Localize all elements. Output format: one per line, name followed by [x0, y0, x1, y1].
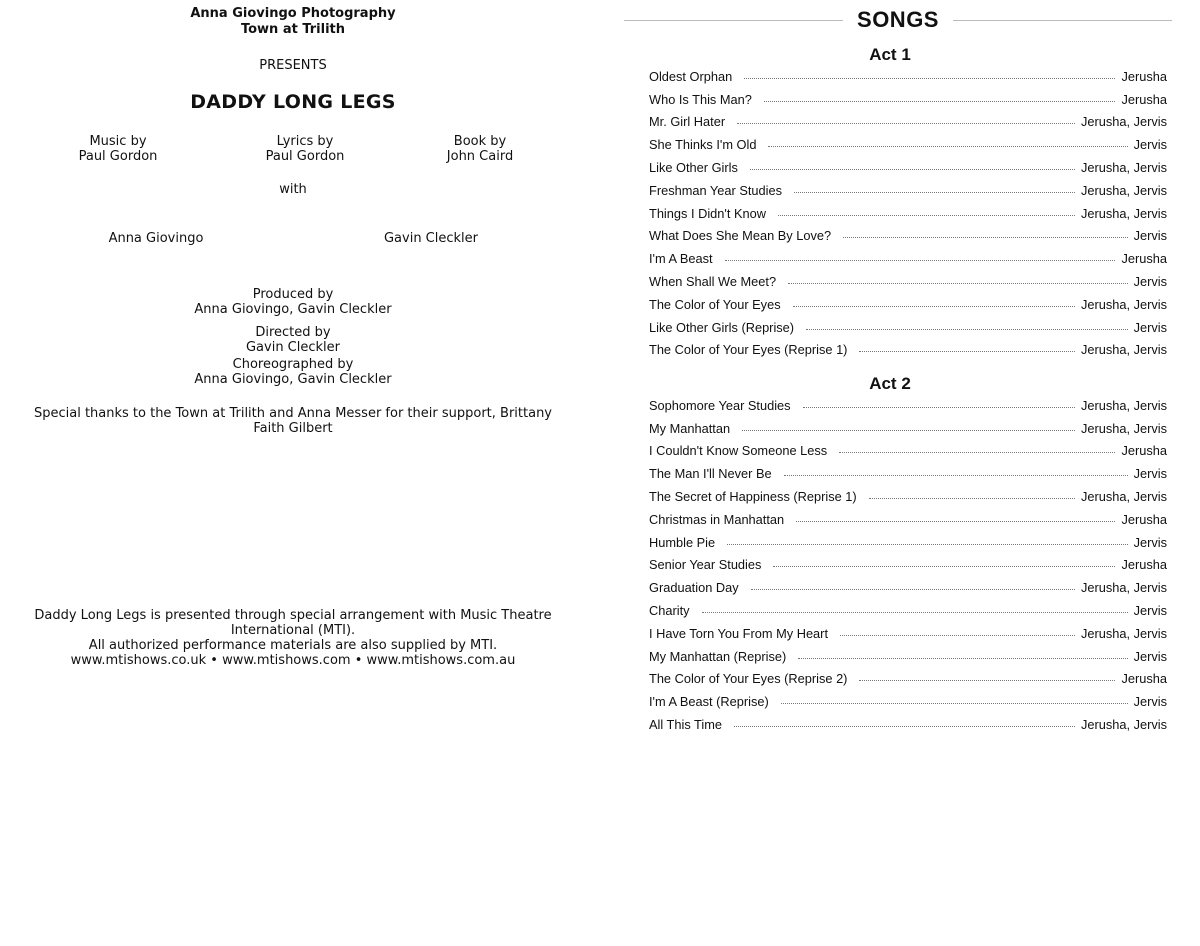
dot-leader [859, 680, 1115, 681]
song-performers: Jervis [1133, 274, 1167, 290]
song-title: Things I Didn't Know [649, 205, 766, 221]
song-performers: Jervis [1133, 319, 1167, 335]
song-title: What Does She Mean By Love? [649, 228, 832, 244]
song-performers: Jerusha, Jervis [1080, 420, 1167, 436]
dot-leader [869, 498, 1075, 499]
song-row [649, 668, 1167, 691]
credit-role: Produced by [252, 287, 334, 302]
song-performers: Jervis [1133, 603, 1167, 619]
company-name: Anna Giovingo Photography [190, 6, 396, 21]
song-performers: Jerusha [1121, 671, 1167, 687]
credit-role: Lyrics by [276, 134, 334, 149]
song-title: Freshman Year Studies [649, 182, 783, 198]
song-performers: Jerusha [1121, 557, 1167, 573]
song-row [649, 599, 1167, 622]
song-row [649, 440, 1167, 463]
songs-title: SONGS [857, 7, 939, 32]
choreographed-credit [0, 357, 586, 387]
license-line: Daddy Long Legs is presented through special arrangement with Music Theatre International (MTI). [34, 608, 552, 638]
cast-member: Gavin Cleckler [383, 231, 479, 246]
dot-leader [778, 215, 1075, 216]
song-performers: Jerusha, Jervis [1080, 114, 1167, 130]
dot-leader [798, 658, 1127, 659]
song-performers: Jervis [1133, 648, 1167, 664]
dot-leader [859, 351, 1074, 352]
dot-leader [784, 475, 1128, 476]
song-performers: Jerusha [1121, 511, 1167, 527]
show-title: DADDY LONG LEGS [190, 91, 396, 113]
credit-role: Book by [453, 134, 507, 149]
dot-leader [773, 566, 1115, 567]
song-row [649, 417, 1167, 440]
heading-rule-right [953, 20, 1172, 21]
song-row [649, 133, 1167, 156]
song-title: The Color of Your Eyes (Reprise 2) [649, 671, 848, 687]
song-title: Sophomore Year Studies [649, 397, 791, 413]
song-performers: Jervis [1133, 137, 1167, 153]
produced-credit [0, 287, 586, 317]
song-title: Mr. Girl Hater [649, 114, 726, 130]
song-performers: Jerusha, Jervis [1080, 296, 1167, 312]
song-row [649, 339, 1167, 362]
act-2-heading: Act 2 [869, 374, 911, 393]
song-title: Graduation Day [649, 580, 739, 596]
song-title: Christmas in Manhattan [649, 511, 785, 527]
credit-music [18, 134, 218, 164]
song-title: She Thinks I'm Old [649, 137, 757, 153]
song-performers: Jerusha, Jervis [1080, 625, 1167, 641]
credit-name: Paul Gordon [78, 149, 158, 164]
song-row [649, 462, 1167, 485]
song-title: I Couldn't Know Someone Less [649, 443, 828, 459]
song-row [649, 690, 1167, 713]
with-label: with [279, 182, 307, 197]
dot-leader [751, 589, 1075, 590]
song-row [649, 225, 1167, 248]
dot-leader [839, 452, 1115, 453]
credit-name: Anna Giovingo, Gavin Cleckler [194, 372, 392, 387]
dot-leader [781, 703, 1128, 704]
song-performers: Jervis [1133, 228, 1167, 244]
venue-name: Town at Trilith [240, 22, 346, 37]
song-title: I'm A Beast (Reprise) [649, 694, 769, 710]
dot-leader [744, 78, 1115, 79]
title-page [0, 0, 586, 946]
song-title: Like Other Girls (Reprise) [649, 319, 795, 335]
credit-name: Anna Giovingo, Gavin Cleckler [194, 302, 392, 317]
dot-leader [843, 237, 1127, 238]
song-row [649, 179, 1167, 202]
song-performers: Jerusha [1121, 443, 1167, 459]
song-performers: Jerusha, Jervis [1080, 342, 1167, 358]
dot-leader [737, 123, 1075, 124]
song-row [649, 202, 1167, 225]
song-title: My Manhattan [649, 420, 731, 436]
song-row [649, 508, 1167, 531]
credit-role: Choreographed by [232, 357, 354, 372]
song-title: The Color of Your Eyes (Reprise 1) [649, 342, 848, 358]
song-row [649, 554, 1167, 577]
credit-role: Directed by [255, 325, 331, 340]
song-title: The Secret of Happiness (Reprise 1) [649, 489, 857, 505]
song-title: I'm A Beast [649, 251, 713, 267]
dot-leader [742, 430, 1075, 431]
song-row [649, 270, 1167, 293]
song-performers: Jervis [1133, 534, 1167, 550]
company-header [0, 6, 586, 38]
license-links: www.mtishows.co.uk • www.mtishows.com • www.mtishows.com.au [70, 653, 516, 668]
song-performers: Jerusha [1121, 91, 1167, 107]
song-performers: Jerusha [1121, 251, 1167, 267]
special-thanks: Special thanks to the Town at Trilith and Anna Messer for their support, Brittany Faith Gilbert [33, 406, 553, 436]
song-row [649, 713, 1167, 736]
credit-role: Music by [89, 134, 147, 149]
song-performers: Jerusha, Jervis [1080, 580, 1167, 596]
credit-name: Gavin Cleckler [245, 340, 341, 355]
presents-label: PRESENTS [259, 58, 327, 73]
dot-leader [734, 726, 1075, 727]
song-title: The Color of Your Eyes [649, 296, 781, 312]
song-performers: Jerusha [1121, 68, 1167, 84]
song-performers: Jerusha, Jervis [1080, 717, 1167, 733]
song-row [649, 65, 1167, 88]
dot-leader [764, 101, 1116, 102]
dot-leader [750, 169, 1075, 170]
song-row [649, 394, 1167, 417]
cast-member: Anna Giovingo [108, 231, 204, 246]
songs-heading [624, 4, 1172, 36]
dot-leader [768, 146, 1127, 147]
song-performers: Jerusha, Jervis [1080, 397, 1167, 413]
act-2-song-list [649, 394, 1167, 736]
dot-leader [840, 635, 1075, 636]
credit-name: John Caird [446, 149, 514, 164]
credit-name: Paul Gordon [265, 149, 345, 164]
song-row [649, 293, 1167, 316]
heading-rule-left [624, 20, 843, 21]
credit-book [380, 134, 580, 164]
licensing-notice [30, 608, 556, 668]
dot-leader [793, 306, 1075, 307]
song-title: Oldest Orphan [649, 68, 733, 84]
song-row [649, 531, 1167, 554]
song-title: The Man I'll Never Be [649, 466, 772, 482]
song-title: Charity [649, 603, 690, 619]
song-title: My Manhattan (Reprise) [649, 648, 787, 664]
dot-leader [803, 407, 1075, 408]
song-performers: Jerusha, Jervis [1080, 489, 1167, 505]
song-row [649, 156, 1167, 179]
song-row [649, 485, 1167, 508]
song-performers: Jerusha, Jervis [1080, 205, 1167, 221]
song-title: Like Other Girls [649, 160, 738, 176]
dot-leader [806, 329, 1128, 330]
dot-leader [702, 612, 1128, 613]
dot-leader [796, 521, 1115, 522]
song-performers: Jerusha, Jervis [1080, 182, 1167, 198]
songs-page [600, 0, 1200, 946]
song-performers: Jervis [1133, 694, 1167, 710]
song-row [649, 111, 1167, 134]
song-row [649, 88, 1167, 111]
act-1-song-list [649, 65, 1167, 361]
dot-leader [727, 544, 1127, 545]
song-title: Who Is This Man? [649, 91, 752, 107]
song-title: Humble Pie [649, 534, 716, 550]
license-line: All authorized performance materials are also supplied by MTI. [88, 638, 498, 653]
song-title: I Have Torn You From My Heart [649, 625, 828, 641]
song-row [649, 622, 1167, 645]
dot-leader [794, 192, 1075, 193]
song-performers: Jerusha, Jervis [1080, 160, 1167, 176]
song-row [649, 247, 1167, 270]
song-title: All This Time [649, 717, 723, 733]
credit-lyrics [205, 134, 405, 164]
song-row [649, 576, 1167, 599]
dot-leader [725, 260, 1116, 261]
song-row [649, 645, 1167, 668]
song-performers: Jervis [1133, 466, 1167, 482]
directed-credit [0, 325, 586, 355]
song-title: Senior Year Studies [649, 557, 762, 573]
act-1-heading: Act 1 [869, 45, 911, 64]
song-row [649, 316, 1167, 339]
song-title: When Shall We Meet? [649, 274, 777, 290]
dot-leader [788, 283, 1127, 284]
